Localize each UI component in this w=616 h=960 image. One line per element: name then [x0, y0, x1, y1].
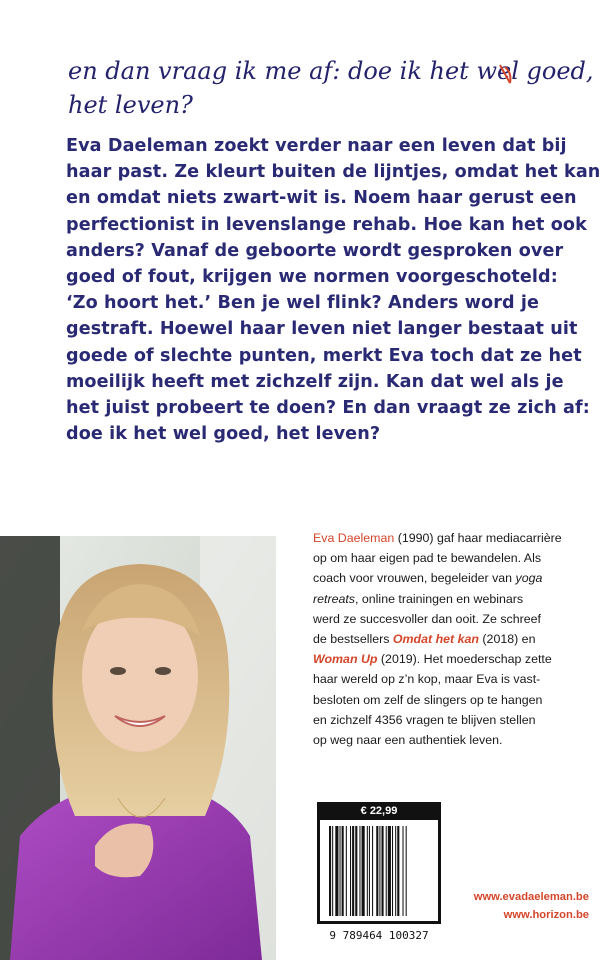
author-name: Eva Daeleman: [313, 531, 395, 545]
blurb-line: perfectionist in levenslange rehab. Hoe kan het ook: [66, 214, 587, 235]
bio-italic: yoga: [515, 571, 543, 586]
bio-text: , online trainingen en webinars: [355, 591, 524, 606]
bio-text: (2019). Het moederschap zette: [377, 652, 552, 667]
website-links: [451, 888, 589, 924]
bio-line: [313, 528, 593, 548]
bio-line: haar wereld op z’n kop, maar Eva is vast-: [313, 672, 541, 687]
handwritten-line-1: en dan vraag ik me af: doe ik het wel goed,: [68, 57, 594, 85]
bio-text: (2018) en: [478, 632, 536, 647]
blurb-line: ‘Zo hoort het.’ Ben je wel flink? Anders word je: [66, 293, 540, 314]
back-cover-blurb: [66, 133, 601, 447]
price-label: € 22,99: [317, 802, 441, 820]
blurb-line: doe ik het wel goed, het leven?: [66, 424, 381, 445]
bio-line: [313, 568, 593, 588]
book-title-2: Woman Up: [313, 652, 378, 667]
author-website-link[interactable]: www.evadaeleman.be: [473, 891, 589, 903]
author-photo: [0, 536, 276, 960]
bio-text: (1990) gaf haar mediacarrière: [394, 531, 562, 545]
bio-line: en zichzelf 4356 vragen te blijven stellen: [313, 712, 536, 727]
bio-line: [313, 589, 593, 609]
bio-line: op om haar eigen pad te bewandelen. Als: [313, 551, 542, 566]
handwritten-quote: [0, 55, 616, 125]
bio-italic: retreats: [313, 591, 356, 606]
blurb-line: goede of slechte punten, merkt Eva toch dat ze het: [66, 345, 582, 366]
bio-line: op weg naar een authentiek leven.: [313, 733, 503, 748]
bio-text: de bestsellers: [313, 632, 393, 647]
blurb-line: en omdat niets zwart-wit is. Noem haar gerust een: [66, 188, 577, 209]
bio-text: coach voor vrouwen, begeleider van: [313, 571, 516, 586]
blurb-line: Eva Daeleman zoekt verder naar een leven dat bij: [66, 136, 567, 156]
blurb-line: moeilijk heeft met zichzelf zijn. Kan dat wel als je: [66, 371, 564, 392]
barcode-bars: [329, 826, 429, 916]
bio-line: [313, 649, 593, 669]
blurb-line: het juist probeert te doen? En dan vraagt ze zich af:: [66, 398, 590, 419]
blurb-line: haar past. Ze kleurt buiten de lijntjes, omdat het kan: [66, 162, 601, 183]
blurb-line: anders? Vanaf de geboorte wordt gesproken over: [66, 240, 564, 261]
handwritten-line-2: het leven?: [68, 91, 193, 119]
blurb-line: goed of fout, krijgen we normen voorgeschoteld:: [66, 267, 558, 288]
publisher-website-link[interactable]: www.horizon.be: [503, 909, 589, 921]
isbn-barcode: [317, 820, 441, 924]
bio-line: [313, 629, 593, 649]
book-title-1: Omdat het kan: [392, 632, 479, 647]
bio-line: werd ze succesvoller dan ooit. Ze schreef: [313, 611, 541, 626]
isbn-number: 9 789464 100327: [329, 929, 429, 942]
blurb-line: gestraft. Hoewel haar leven niet langer bestaat uit: [66, 319, 578, 340]
bio-line: besloten om zelf de slingers op te hangen: [313, 692, 543, 707]
author-bio: [313, 528, 593, 750]
